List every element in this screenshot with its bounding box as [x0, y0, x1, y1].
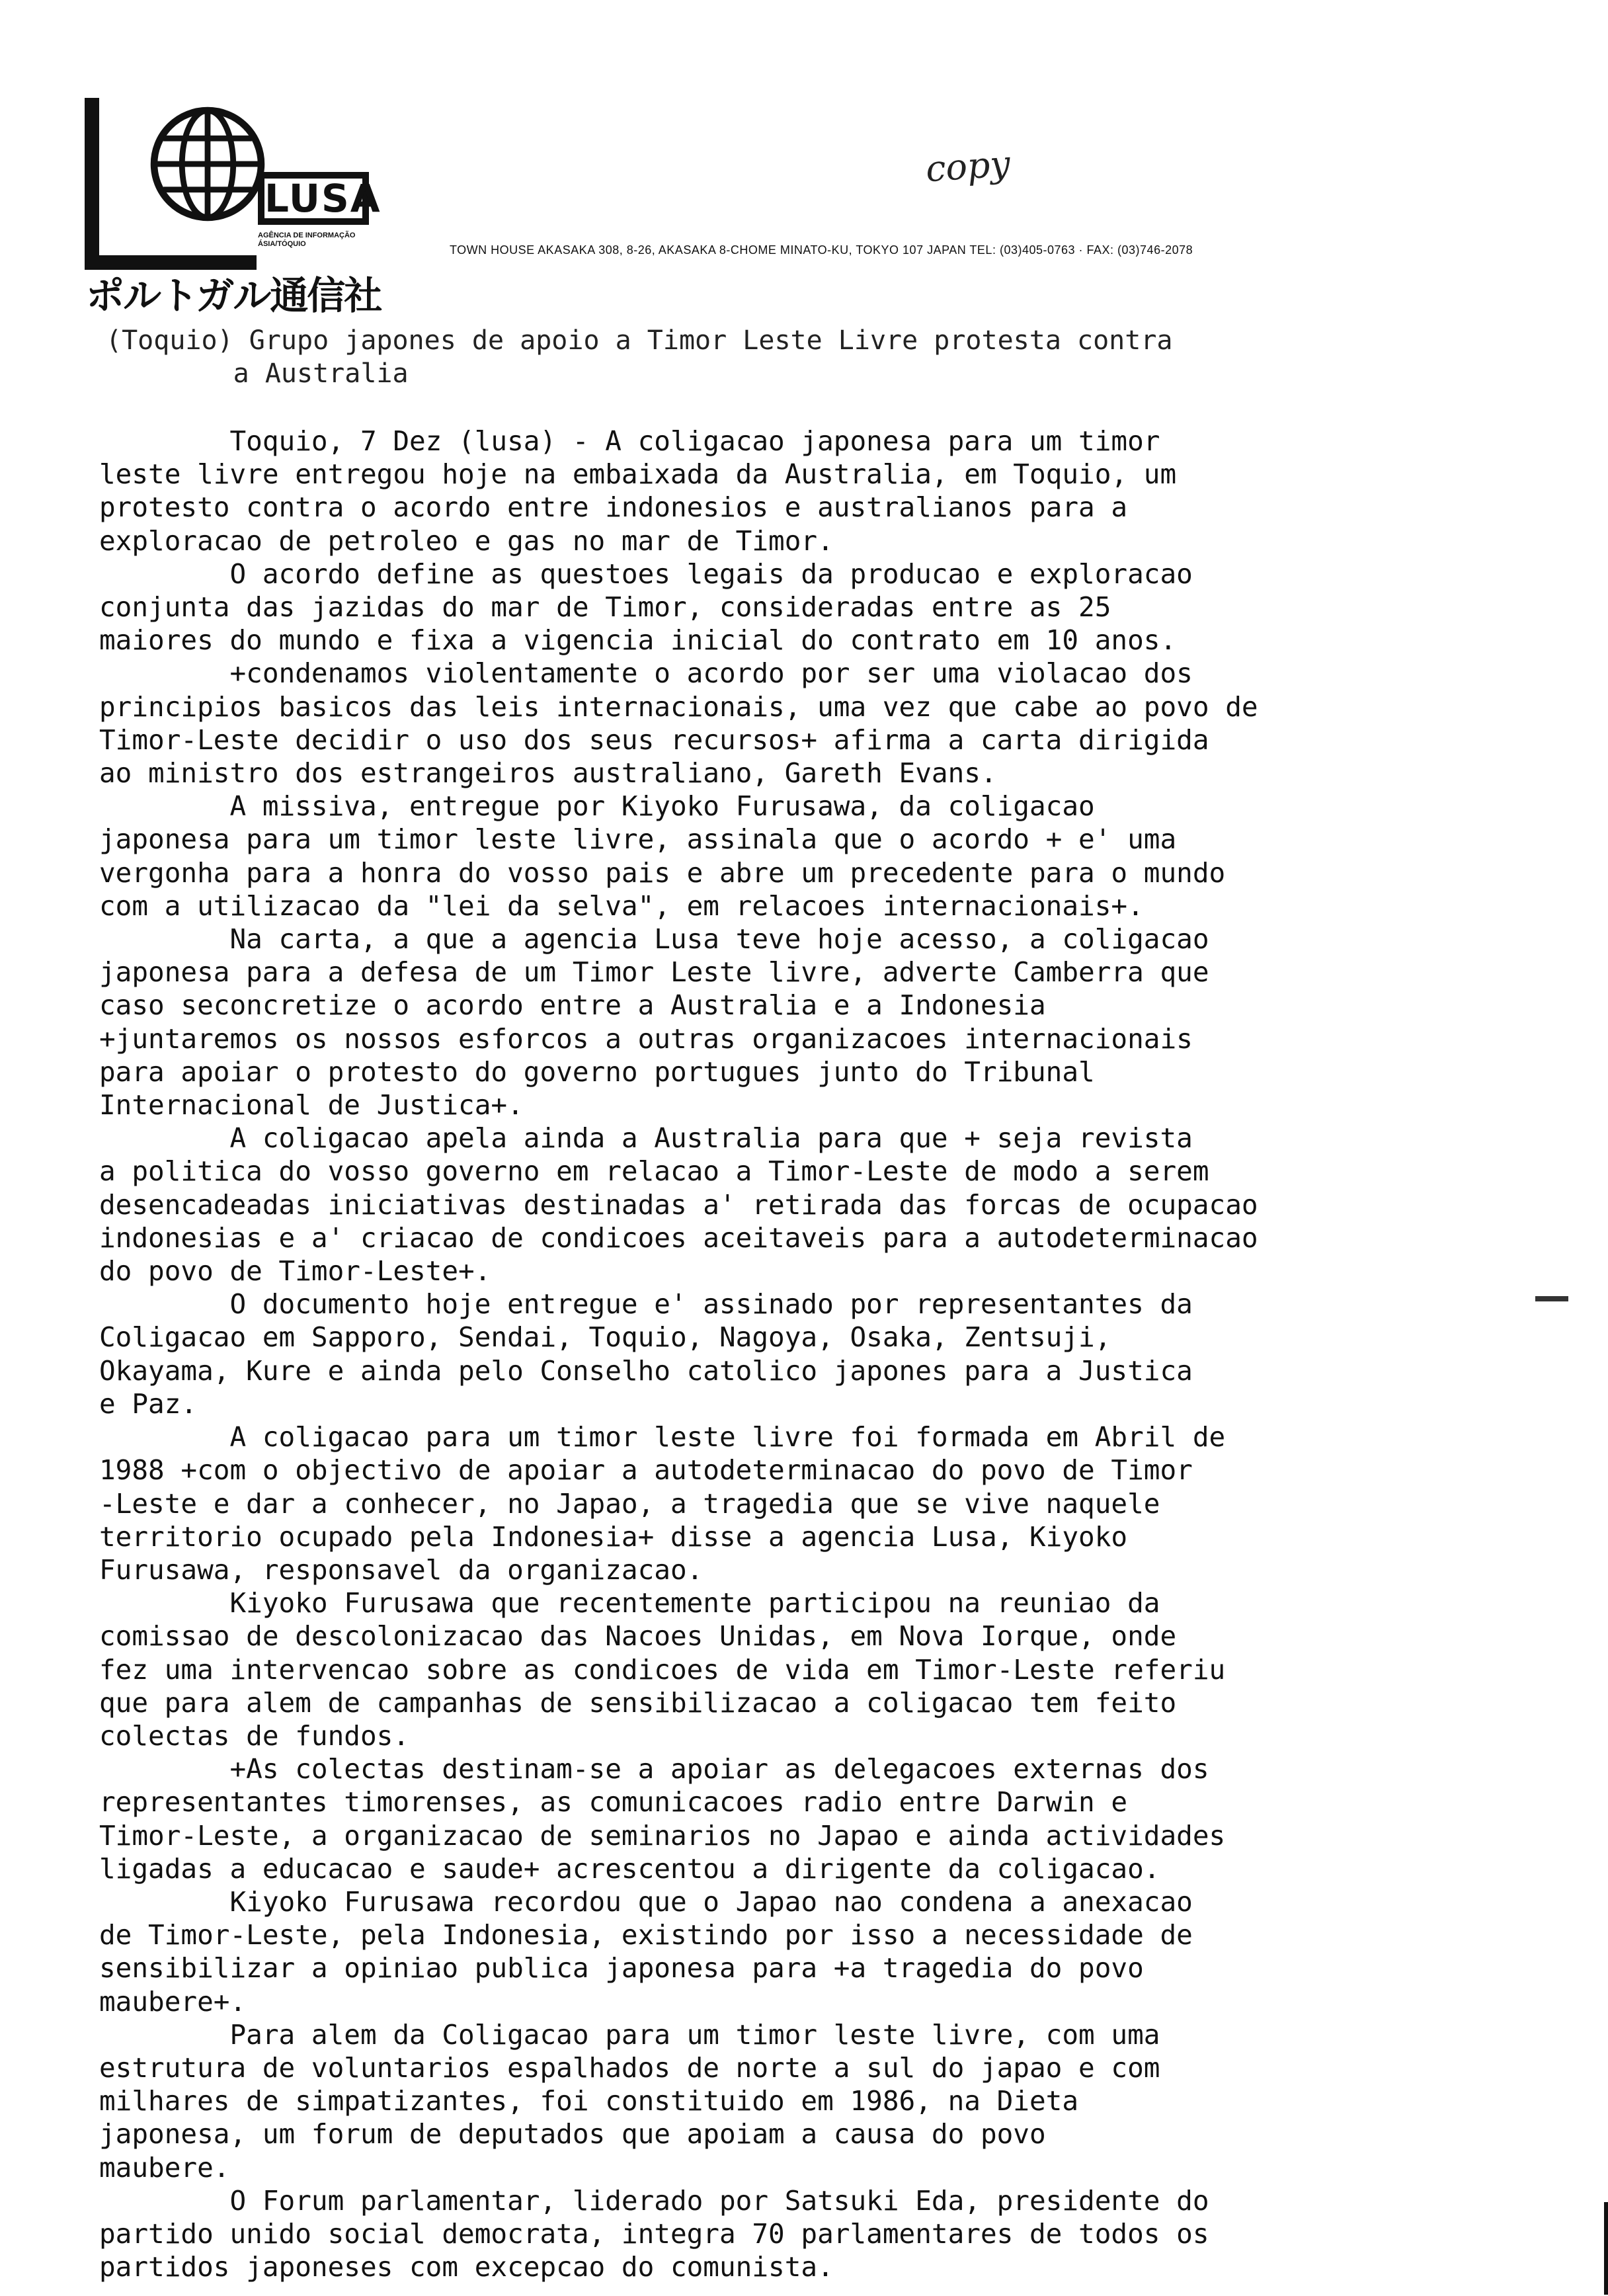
letterhead-address: TOWN HOUSE AKASAKA 308, 8-26, AKASAKA 8-CHOME MINATO-KU, TOKYO 107 JAPAN TEL: (03)405-0763 · FAX: (03)746-2078 — [450, 243, 1193, 257]
article-body: Toquio, 7 Dez (lusa) - A coligacao japonesa para um timor leste livre entregou hoje na embaixada da Australia, em Toquio, um protesto contra o acordo entre indonesios e australianos para a exploracao de petroleo e gas no mar de Timor. O acordo define as questoes legais da producao e exploracao conjunta das jazidas do mar de Timor, consideradas entre as 25 maiores do mundo e fixa a vigencia inicial do contrato em 10 anos. +condenamos violentamente o acordo por ser uma violacao dos principios basicos das leis internacionais, uma vez que cabe ao povo de Timor-Leste decidir o uso dos seus recursos+ afirma a carta dirigida ao ministro dos estrangeiros australiano, Gareth Evans. A missiva, entregue por Kiyoko Furusawa, da coligacao japonesa para um timor leste livre, assinala que o acordo + e' uma vergonha para a honra do vosso pais e abre um precedente para o mundo com a utilizacao da "lei da selva", em relacoes internacionais+. Na carta, a que a agencia Lusa teve hoje acesso, a coligacao japonesa para a defesa de um Timor Leste livre, adverte Camberra que caso seconcretize o acordo entre a Australia e a Indonesia +juntaremos os nossos esforcos a outras organizacoes internacionais para apoiar o protesto do governo portugues junto do Tribunal Internacional de Justica+. A coligacao apela ainda a Australia para que + seja revista a politica do vosso governo em relacao a Timor-Leste de modo a serem desencadeadas iniciativas destinadas a' retirada das forcas de ocupacao indonesias e a' criacao de condicoes aceitaveis para a autodeterminacao do povo de Timor-Leste+. O documento hoje entregue e' assinado por representantes da Coligacao em Sapporo, Sendai, Toquio, Nagoya, Osaka, Zentsuji, Okayama, Kure e ainda pelo Conselho catolico japones para a Justica e Paz. A coligacao para um timor leste livre foi formada em Abril de 1988 +com o objectivo de apoiar a autodeterminacao do povo de Timor -Leste e dar a conhecer, no Japao, a tragedia que se vive naquele territorio ocupado pela Indonesia+ disse a agencia Lusa, Kiyoko Furusawa, responsavel da organizacao. Kiyoko Furusawa que recentemente participou na reuniao da comissao de descolonizacao das Nacoes Unidas, em Nova Iorque, onde fez uma intervencao sobre as condicoes de vida em Timor-Leste referiu que para alem de campanhas de sensibilizacao a coligacao tem feito colectas de fundos. +As colectas destinam-se a apoiar as delegacoes externas dos representantes timorenses, as comunicacoes radio entre Darwin e Timor-Leste, a organizacao de seminarios no Japao e ainda actividades ligadas a educacao e saude+ acrescentou a dirigente da coligacao. Kiyoko Furusawa recordou que o Japao nao condena a anexacao de Timor-Leste, pela Indonesia, existindo por isso a necessidade de sensibilizar a opiniao publica japonesa para +a tragedia do povo maubere+. Para alem da Coligacao para um timor leste livre, com uma estrutura de voluntarios espalhados de norte a sul do japao e com milhares de simpatizantes, foi constituido em 1986, na Dieta japonesa, um forum de deputados que apoiam a causa do povo maubere. O Forum parlamentar, liderado por Satsuki Eda, presidente do partido unido social democrata, integra 70 parlamentares de todos os partidos japoneses com excepcao do comunista. — [99, 425, 1258, 2283]
scan-edge-mark — [1604, 2202, 1608, 2295]
globe-icon — [149, 106, 266, 222]
logo-subtitle: AGÊNCIA DE INFORMAÇÃO ÁSIA/TÓQUIO — [258, 231, 356, 248]
japanese-company-name: ポルトガル通信社 — [86, 273, 382, 318]
lusa-wordmark: LUSA — [258, 172, 369, 225]
headline: (Toquio) Grupo japones de apoio a Timor Leste Livre protesta contra a Australia — [106, 325, 1173, 389]
handwritten-copy-note: copy — [924, 142, 1012, 190]
scan-smudge — [1535, 1296, 1568, 1301]
